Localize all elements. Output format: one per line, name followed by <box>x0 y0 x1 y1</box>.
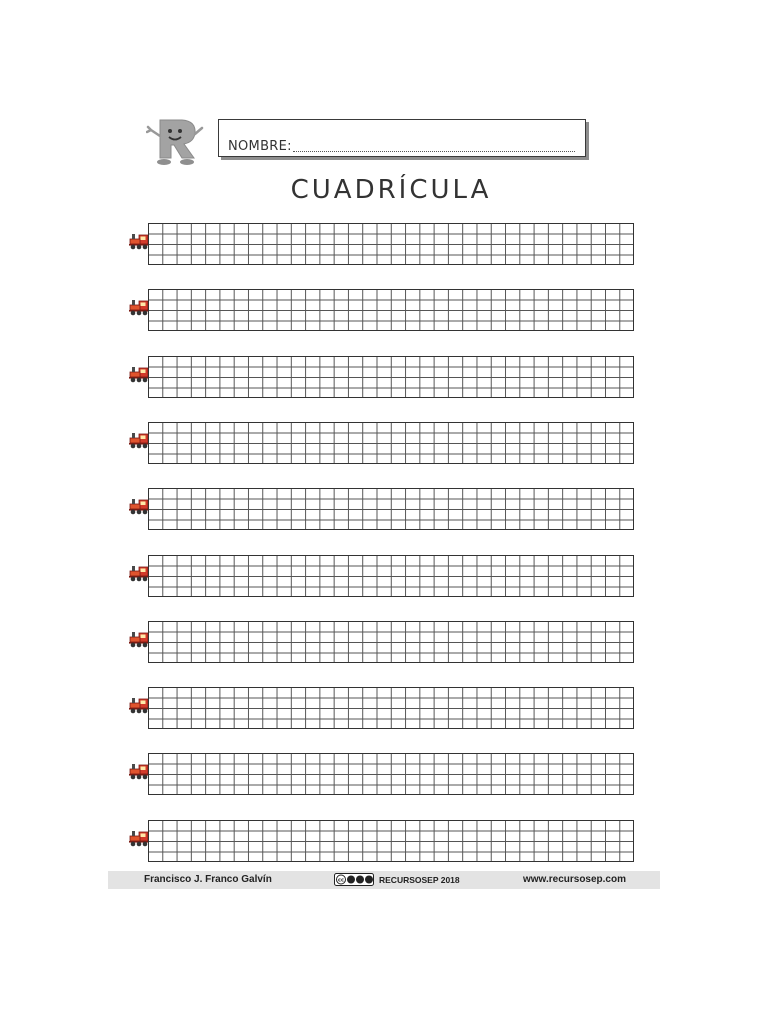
train-icon <box>128 627 150 649</box>
letter-r-mascot-icon <box>146 114 204 168</box>
writing-grid[interactable] <box>148 356 634 398</box>
grid-row <box>128 488 636 532</box>
writing-grid[interactable] <box>148 289 634 331</box>
writing-grid[interactable] <box>148 820 634 862</box>
train-icon <box>128 826 150 848</box>
creative-commons-icon <box>334 873 374 886</box>
footer-author: Francisco J. Franco Galvín <box>144 874 272 885</box>
page-title: CUADRÍCULA <box>290 175 492 205</box>
svg-text:cc: cc <box>338 877 344 884</box>
train-icon <box>128 759 150 781</box>
writing-grid[interactable] <box>148 621 634 663</box>
name-field[interactable] <box>218 119 586 157</box>
train-icon <box>128 428 150 450</box>
train-icon <box>128 362 150 384</box>
writing-grid[interactable] <box>148 753 634 795</box>
train-icon <box>128 561 150 583</box>
footer-brand: RECURSOSEP 2018 <box>379 875 460 885</box>
writing-grid[interactable] <box>148 422 634 464</box>
grid-row <box>128 422 636 466</box>
name-label: NOMBRE: <box>228 139 292 154</box>
grid-row <box>128 223 636 267</box>
name-dotted-line <box>293 151 575 152</box>
grid-row <box>128 621 636 665</box>
grid-row <box>128 555 636 599</box>
train-icon <box>128 229 150 251</box>
grid-row <box>128 687 636 731</box>
footer <box>108 871 660 889</box>
writing-grid[interactable] <box>148 555 634 597</box>
train-icon <box>128 693 150 715</box>
footer-url[interactable]: www.recursosep.com <box>523 874 626 885</box>
train-icon <box>128 295 150 317</box>
grid-row <box>128 753 636 797</box>
train-icon <box>128 494 150 516</box>
writing-grid[interactable] <box>148 223 634 265</box>
writing-grid[interactable] <box>148 687 634 729</box>
writing-grid[interactable] <box>148 488 634 530</box>
grid-row <box>128 820 636 864</box>
grid-row <box>128 356 636 400</box>
grid-row <box>128 289 636 333</box>
